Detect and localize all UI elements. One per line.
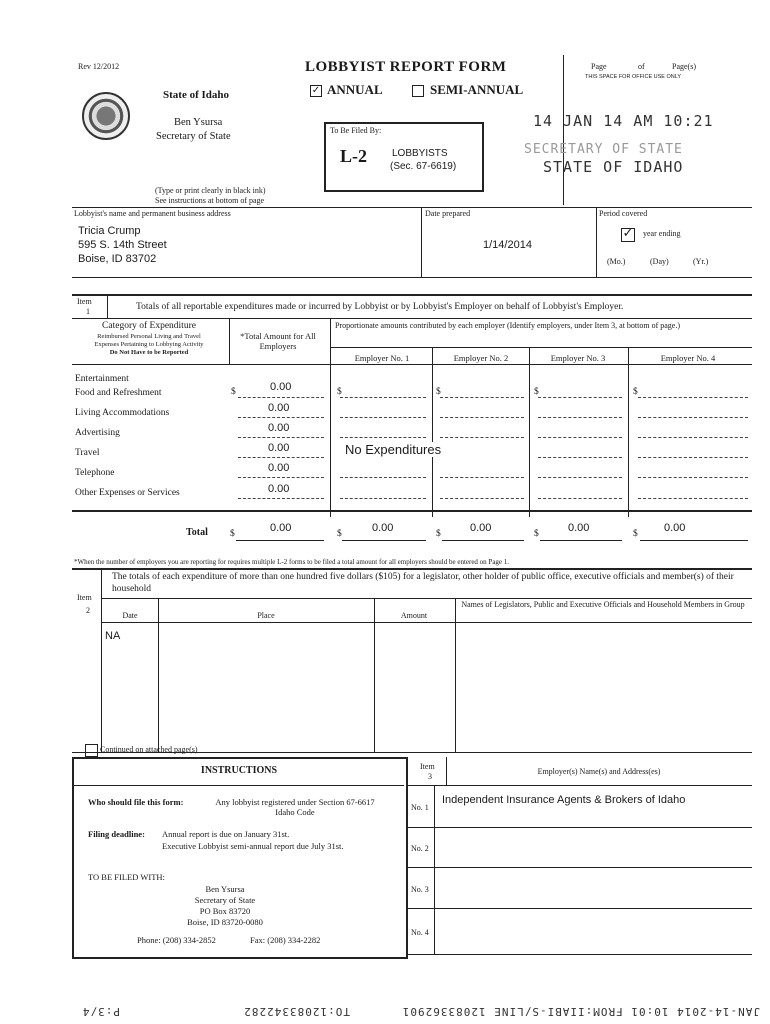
address-phone: Phone: (208) 334-2852	[137, 935, 216, 945]
dollar-sign: $	[436, 387, 441, 397]
period-covered-label: Period covered	[599, 209, 648, 218]
category-travel: Travel	[75, 448, 100, 458]
year-label: (Yr.)	[693, 257, 709, 266]
category-entertainment: Entertainment	[75, 374, 129, 384]
entry-line	[538, 417, 622, 418]
entry-line	[340, 397, 426, 398]
dollar-sign: $	[534, 387, 539, 397]
who-label: Who should file this form:	[88, 797, 184, 807]
rule	[342, 540, 426, 541]
entry-line	[538, 477, 622, 478]
rule	[374, 598, 375, 752]
rule	[330, 318, 331, 364]
lobbyist-address-2[interactable]: Boise, ID 83702	[78, 253, 157, 265]
item2-number: 2	[86, 606, 90, 615]
entry-line	[340, 437, 426, 438]
rule	[72, 318, 752, 319]
deadline-label: Filing deadline:	[88, 829, 145, 839]
of-label: of	[638, 62, 645, 71]
rule	[596, 207, 597, 277]
form-section: (Sec. 67-6619)	[390, 161, 457, 172]
dollar-sign: $	[534, 529, 539, 539]
entry-line	[238, 477, 324, 478]
employer-row-4-label: No. 4	[411, 928, 429, 937]
filing-address	[150, 884, 300, 928]
entry-line	[238, 457, 324, 458]
proportionate-header: Proportionate amounts contributed by each employer (Identify employers, under Item 3, at bottom of page.)	[335, 321, 681, 330]
category-note-2: Expenses Pertaining to Lobbying Activity	[94, 341, 204, 348]
year-ending-checkbox[interactable]: ✓	[622, 226, 634, 241]
rule	[74, 785, 404, 786]
entry-line	[238, 498, 324, 499]
entry-line	[238, 397, 324, 398]
entry-line	[638, 397, 748, 398]
amount-column-header: Amount	[400, 611, 428, 620]
entry-line	[440, 397, 524, 398]
entry-line	[538, 498, 622, 499]
rule	[330, 364, 331, 517]
item1-footnote: *When the number of employers you are reporting for requires multiple L-2 forms to be filed a total amount for all employers should be entered on Page 1.	[74, 558, 510, 566]
rule	[72, 568, 752, 570]
category-advertising: Advertising	[75, 428, 120, 438]
item1-label: Item	[77, 297, 92, 306]
form-type: LOBBYISTS	[392, 148, 448, 159]
item2-label: Item	[77, 593, 92, 602]
item3-heading: Employer(s) Name(s) and Address(es)	[537, 767, 661, 776]
fax-footer-left: P:3/4	[81, 1005, 120, 1018]
entry-line	[638, 477, 748, 478]
lobbyist-name[interactable]: Tricia Crump	[78, 225, 141, 237]
entry-line	[538, 397, 622, 398]
category-food: Food and Refreshment	[75, 388, 162, 398]
total-amount-header: *Total Amount for All Employers	[240, 331, 316, 351]
rule	[72, 752, 752, 753]
continued-label: Continued on attached page(s)	[100, 745, 198, 754]
address-city: Boise, ID 83720-0080	[187, 917, 263, 927]
office-use-divider	[563, 55, 564, 205]
dollar-sign: $	[337, 387, 342, 397]
rule	[72, 510, 752, 512]
instructions-title: INSTRUCTIONS	[200, 765, 278, 776]
entry-line	[638, 457, 748, 458]
rule	[432, 347, 433, 517]
total-employer-3[interactable]: 0.00	[568, 522, 590, 534]
entry-line	[340, 498, 426, 499]
date-column-header: Date	[122, 611, 138, 620]
dollar-sign: $	[230, 529, 235, 539]
category-note-1: Reimbursed Personal Living and Travel	[97, 333, 201, 340]
received-stamp-state: STATE OF IDAHO	[543, 158, 684, 176]
rule	[101, 598, 102, 752]
continued-checkbox[interactable]	[85, 744, 98, 757]
category-other: Other Expenses or Services	[75, 488, 180, 498]
rule	[407, 757, 408, 955]
rule	[229, 318, 230, 364]
rule	[101, 598, 752, 599]
rule	[330, 347, 752, 348]
rule	[72, 364, 752, 365]
entry-line	[440, 437, 524, 438]
semiannual-label: SEMI-ANNUAL	[430, 82, 524, 97]
filed-by-label: To Be Filed By:	[330, 126, 382, 135]
employer-row-1-value[interactable]: Independent Insurance Agents & Brokers of Idaho	[442, 794, 686, 806]
no-expenditures-note: No Expenditures	[345, 442, 442, 457]
entry-line	[638, 498, 748, 499]
address-name: Ben Ysursa	[205, 884, 245, 894]
category-telephone: Telephone	[75, 468, 115, 478]
annual-checkbox[interactable]: ✓	[311, 85, 321, 96]
form-code: L-2	[340, 146, 367, 166]
annual-label: ANNUAL	[327, 82, 383, 97]
rule	[72, 294, 752, 296]
form-title: LOBBYIST REPORT FORM	[305, 59, 507, 75]
amount-living[interactable]: 0.00	[268, 402, 290, 414]
rule	[434, 785, 435, 955]
instructions-box	[72, 757, 408, 959]
place-column-header: Place	[257, 611, 275, 620]
rule	[529, 347, 530, 517]
state-label: State of Idaho	[163, 89, 230, 101]
rule	[407, 827, 752, 828]
rule	[407, 908, 752, 909]
item2-heading: The totals of each expenditure of more than one hundred five dollars ($105) for a legislator, other holder of public office, executive officials and member(s) of their household	[112, 572, 734, 594]
rule	[107, 294, 108, 318]
employer-col-2: Employer No. 2	[453, 353, 509, 363]
entry-line	[340, 477, 426, 478]
fax-footer-middle: TO:12083342282	[243, 1005, 350, 1018]
rule	[442, 540, 524, 541]
employer-col-4: Employer No. 4	[660, 353, 716, 363]
employer-row-3-label: No. 3	[411, 885, 429, 894]
entry-line	[440, 417, 524, 418]
page-label: Page	[591, 62, 607, 71]
type-print-note: (Type or print clearly in black ink)	[155, 186, 266, 195]
total-employer-1[interactable]: 0.00	[372, 522, 394, 534]
total-label: Total	[186, 527, 208, 538]
total-all-employers[interactable]: 0.00	[270, 522, 292, 534]
entry-line	[238, 437, 324, 438]
entry-line	[538, 437, 622, 438]
who-text: Any lobbyist registered under Section 67-6617 Idaho Code	[215, 797, 375, 817]
secretary-title: Secretary of State	[156, 131, 231, 142]
instructions-note: See instructions at bottom of page	[155, 196, 265, 205]
fax-footer-right: JAN-14-2014 10:01 FROM:IIABI-S/LINE 12083362901	[401, 1005, 760, 1018]
lobbyist-label: Lobbyist's name and permanent business address	[74, 209, 231, 218]
rule	[72, 207, 752, 208]
category-living: Living Accommodations	[75, 408, 170, 418]
entry-line	[340, 417, 426, 418]
dollar-sign: $	[436, 529, 441, 539]
item2-entry[interactable]: NA	[105, 630, 121, 642]
amount-advertising[interactable]: 0.00	[268, 422, 290, 434]
date-prepared-label: Date prepared	[425, 209, 471, 218]
revision-label: Rev 12/2012	[78, 62, 120, 71]
lobbyist-address-1[interactable]: 595 S. 14th Street	[78, 239, 167, 251]
employer-col-1: Employer No. 1	[354, 353, 410, 363]
names-column-header: Names of Legislators, Public and Executive Officials and Household Members in Group	[461, 600, 745, 609]
rule	[421, 207, 422, 277]
address-fax: Fax: (208) 334-2282	[250, 935, 321, 945]
amount-telephone[interactable]: 0.00	[268, 462, 290, 474]
amount-food[interactable]: 0.00	[270, 381, 292, 393]
entry-line	[638, 437, 748, 438]
state-seal-icon	[82, 92, 130, 140]
filed-by-box	[324, 122, 484, 192]
item1-heading: Totals of all reportable expenditures made or incurred by Lobbyist or by Lobbyist's Employer on behalf of Lobbyist's Employer.	[136, 302, 624, 312]
item1-number: 1	[86, 307, 90, 316]
rule	[101, 622, 752, 623]
category-note-3: Do Not Have to be Reported	[109, 349, 189, 356]
employer-col-3: Employer No. 3	[550, 353, 606, 363]
entry-line	[638, 417, 748, 418]
pages-label: Page(s)	[672, 62, 696, 71]
address-title: Secretary of State	[194, 895, 256, 905]
item3-number: 3	[428, 772, 432, 781]
dollar-sign: $	[633, 529, 638, 539]
rule	[455, 598, 456, 752]
rule	[407, 867, 752, 868]
rule	[407, 954, 752, 955]
dollar-sign: $	[231, 387, 236, 397]
amount-travel[interactable]: 0.00	[268, 442, 290, 454]
item3-label: Item	[420, 762, 435, 771]
employer-row-1-label: No. 1	[411, 803, 429, 812]
file-with-label: TO BE FILED WITH:	[88, 872, 165, 882]
fax-footer	[60, 1000, 760, 1020]
rule	[407, 785, 752, 786]
semiannual-checkbox[interactable]	[412, 85, 424, 97]
rule	[72, 277, 752, 278]
entry-line	[440, 477, 524, 478]
rule	[640, 540, 748, 541]
entry-line	[238, 417, 324, 418]
entry-line	[440, 498, 524, 499]
address-box: PO Box 83720	[199, 906, 251, 916]
deadline-text-2: Executive Lobbyist semi-annual report due July 31st.	[162, 841, 344, 851]
secretary-name: Ben Ysursa	[174, 117, 223, 128]
received-stamp-office: SECRETARY OF STATE	[524, 142, 683, 157]
employer-row-2-label: No. 2	[411, 844, 429, 853]
dollar-sign: $	[337, 529, 342, 539]
rule	[158, 598, 159, 752]
day-label: (Day)	[650, 257, 669, 266]
received-stamp-date: 14 JAN 14 AM 10:21	[533, 112, 714, 130]
deadline-text-1: Annual report is due on January 31st.	[162, 829, 290, 839]
amount-other[interactable]: 0.00	[268, 483, 290, 495]
entry-line	[538, 457, 622, 458]
total-employer-4[interactable]: 0.00	[664, 522, 686, 534]
rule	[540, 540, 622, 541]
rule	[101, 568, 102, 598]
dollar-sign: $	[633, 387, 638, 397]
total-employer-2[interactable]: 0.00	[470, 522, 492, 534]
rule	[628, 347, 629, 517]
rule	[236, 540, 324, 541]
category-header: Category of Expenditure	[102, 321, 196, 331]
month-label: (Mo.)	[607, 257, 626, 266]
date-prepared-value[interactable]: 1/14/2014	[483, 239, 532, 251]
office-use-label: THIS SPACE FOR OFFICE USE ONLY	[585, 74, 682, 80]
year-ending-label: year ending	[643, 229, 681, 238]
